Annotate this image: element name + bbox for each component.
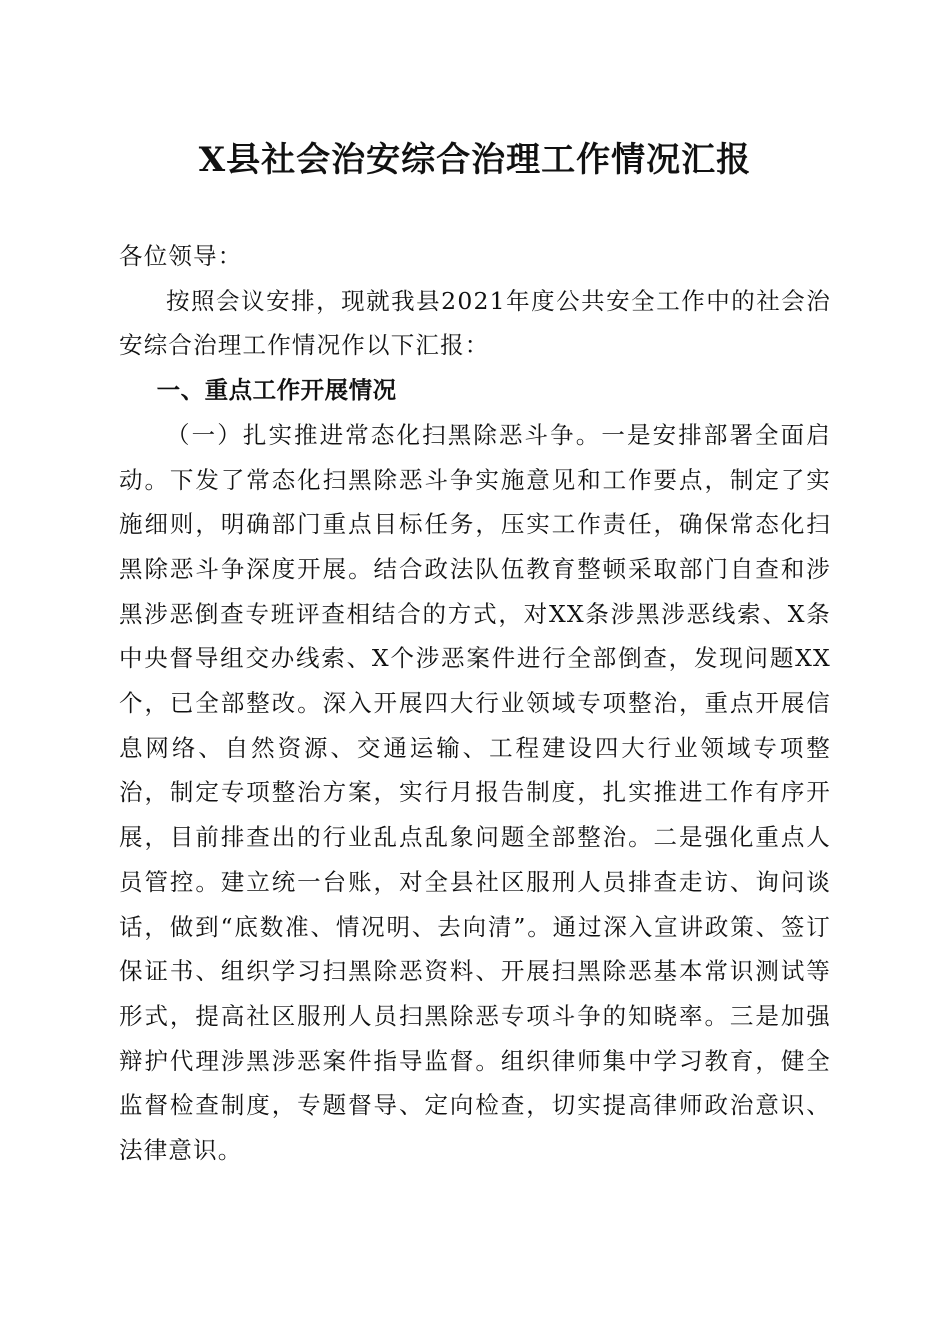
paragraph-text: 一是安排部署全面启动。下发了常态化扫黑除恶斗争实施意见和工作要点，制定了实施细则，明确部门重点目标任务，压实工作责任，确保常态化扫黑除恶斗争深度开展。结合政法队伍教育整顿采取部门自查和涉黑涉恶倒查专班评查相结合的方式，对XX条涉黑涉恶线索、X条中央督导组交办线索、X个涉恶案件进行全部倒查，发现问题XX个，已全部整改。深入开展四大行业领域专项整治，重点开展信息网络、自然资源、交通运输、工程建设四大行业领域专项整治，制定专项整治方案，实行月报告制度，扎实推进工作有序开展，目前排查出的行业乱点乱象问题全部整治。二是强化重点人员管控。建立统一台账，对全县社区服刑人员排查走访、询问谈话，做到“底数准、情况明、去向清”。通过深入宣讲政策、签订保证书、组织学习扫黑除恶资料、开展扫黑除恶基本常识测试等形式，提高社区服刑人员扫黑除恶专项斗争的知晓率。三是加强辩护代理涉黑涉恶案件指导监督。组织律师集中学习教育，健全监督检查制度，专题督导、定向检查，切实提高律师政治意识、法律意识。 bbox=[119, 420, 831, 1165]
sub-heading: （一）扎实推进常态化扫黑除恶斗争。 bbox=[166, 420, 602, 449]
salutation: 各位领导： bbox=[119, 242, 243, 270]
document-title: X县社会治安综合治理工作情况汇报 bbox=[198, 140, 752, 180]
document-body bbox=[119, 234, 831, 1173]
intro-paragraph: 按照会议安排，现就我县2021年度公共安全工作中的社会治安综合治理工作情况作以下汇报： bbox=[119, 286, 831, 360]
section-heading: 一、重点工作开展情况 bbox=[156, 376, 397, 405]
body-paragraph bbox=[119, 413, 831, 1173]
